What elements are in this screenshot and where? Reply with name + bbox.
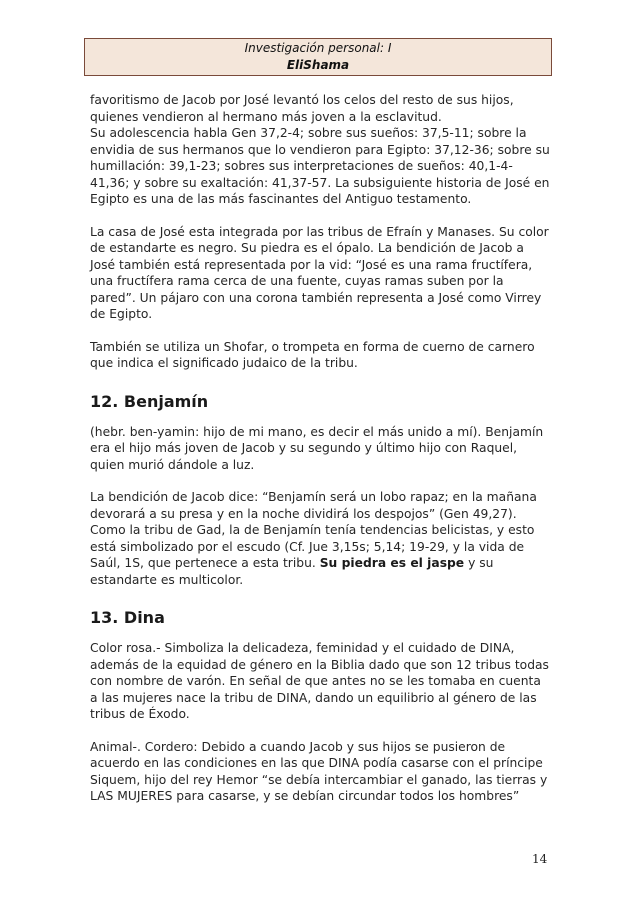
paragraph-dina-color: Color rosa.- Simboliza la delicadeza, feminidad y el cuidado de DINA, además de la equidad de género en la Biblia dado que son 12 tribus todas con nombre de varón. En señal de que antes no se les tomaba en cuenta a las mujeres nace la tribu de DINA, dando un equilibrio al género de las tribus de Éxodo. xyxy=(90,641,549,721)
document-body xyxy=(90,92,552,805)
paragraph-jose-house: La casa de José esta integrada por las tribus de Efraín y Manases. Su color de estandarte es negro. Su piedra es el ópalo. La bendición de Jacob a José también está representada por la vid: “José es una rama fructífera, una fructífera rama cerca de una fuente, cuyas ramas suben por la pared”. Un pájaro con una corona también representa a José como Virrey de Egipto. xyxy=(90,224,549,321)
header-author: EliShama xyxy=(286,58,350,72)
paragraph-dina-animal: Animal-. Cordero: Debido a cuando Jacob y sus hijos se pusieron de acuerdo en las condiciones en las que DINA podía casarse con el príncipe Siquem, hijo del rey Hemor “se debía intercambiar el ganado, las tierras y LAS MUJERES para casarse, y se debían circundar todos los hombres” xyxy=(90,739,548,803)
benjamin-blessing-tail: y su estandarte es multicolor. xyxy=(90,556,494,587)
paragraph-benjamin-intro: (hebr. ben-yamin: hijo de mi mano, es decir el más unido a mí). Benjamín era el hijo más joven de Jacob y su segundo y último hijo con Raquel, quien murió dándole a luz. xyxy=(90,424,544,472)
section-heading-benjamin: 12. Benjamín xyxy=(90,391,209,411)
page-number: 14 xyxy=(532,852,548,866)
section-heading-dina: 13. Dina xyxy=(90,608,165,627)
paragraph-benjamin-blessing xyxy=(90,489,552,588)
header-title: Investigación personal: I xyxy=(244,41,392,55)
benjamin-blessing-text: La bendición de Jacob dice: “Benjamín será un lobo rapaz; en la mañana devorará a su presa y en la noche dividirá los despojos” (Gen 49,27). Como la tribu de Gad, la de Benjamín tenía tendencias belicistas, y esto está simbolizado por el escudo (Cf. Jue 3,15s; 5,14; 19-29, y la vida de Saúl, 1S, que pertenece a esta tribu. xyxy=(90,490,537,570)
paragraph-jose-adolescence: Su adolescencia habla Gen 37,2-4; sobre sus sueños: 37,5-11; sobre la envidia de sus hermanos que lo vendieron para Egipto: 37,12-36; sobre su humillación: 39,1-23; sobres sus interpretaciones de sueños: 40,1-4-41,36; y sobre su exaltación: 41,37-57. La subsiguiente historia de José en Egipto es una de las más fascinantes del Antiguo testamento. xyxy=(90,126,550,206)
paragraph-jose-shofar: También se utiliza un Shofar, o trompeta en forma de cuerno de carnero que indica el significado judaico de la tribu. xyxy=(90,339,535,370)
paragraph-jose-favoritism: favoritismo de Jacob por José levantó los celos del resto de sus hijos, quienes vendieron al hermano más joven a la esclavitud. xyxy=(90,93,514,124)
benjamin-stone-emphasis: Su piedra es el jaspe xyxy=(319,556,465,570)
page-header xyxy=(84,38,552,76)
